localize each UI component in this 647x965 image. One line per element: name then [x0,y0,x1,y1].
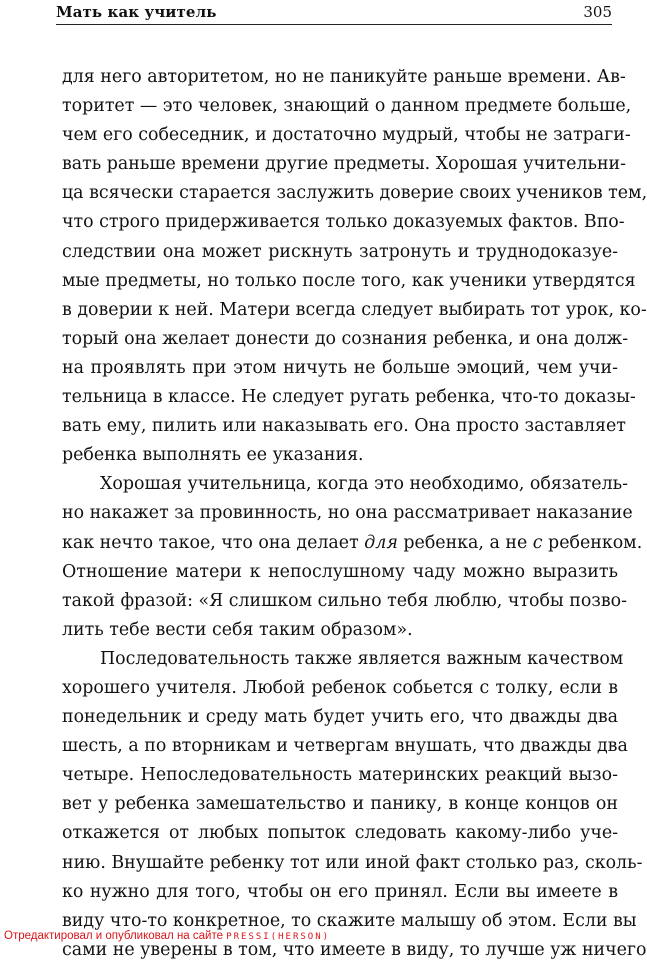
text-segment: ребенка, а не [397,532,533,553]
text-line: для него авторитетом, но не паникуйте раньше времени. Ав- [62,67,626,87]
running-title: Мать как учитель [56,3,217,21]
text-line: торитет — это человек, знающий о данном предмете больше, [62,96,632,117]
emphasis-word: с [532,532,543,553]
text-line: вет у ребенка замешательство и панику, в конце концов он [62,794,618,815]
footer-credit [4,930,330,942]
body-text [62,63,647,965]
site-name: PRESSI(HERSON) [226,932,331,942]
text-line: в доверии к ней. Матери всегда следует выбирать тот урок, ко- [62,299,647,320]
text-line: вать раньше времени другие предметы. Хорошая учительни- [62,154,627,175]
text-line: ца всячески старается заслужить доверие своих учеников тем, [62,183,647,204]
text-line: ребенка выполнять ее указания. [62,445,364,466]
text-line: на проявлять при этом ничуть не больше эмоций, чем учи- [62,357,618,378]
page-number: 305 [583,3,612,21]
text-line: чем его собеседник, и достаточно мудрый, чтобы не затраги- [62,125,631,146]
text-line-with-emphasis [62,529,643,558]
text-line: Хорошая учительница, когда это необходимо, обязатель- [100,474,628,495]
text-line: откажется от любых попыток следовать какому-либо уче- [62,823,618,844]
running-header [56,2,612,25]
text-line: понедельник и среду мать будет учить его, что дважды два [62,707,618,728]
text-line: четыре. Непоследовательность материнских реакций вызо- [62,765,618,786]
text-line: такой фразой: «Я слишком сильно тебя люблю, чтобы позво- [62,590,627,611]
text-line: Последовательность также является важным качеством [100,648,624,669]
text-segment: ребенком. [542,532,643,553]
text-line: тельница в классе. Не следует ругать ребенка, что-то доказы- [62,387,636,408]
text-line: лить тебе вести себя таким образом». [62,619,413,640]
text-line: шесть, а по вторникам и четвергам внушать, что дважды два [62,736,628,757]
text-line: вать ему, пилить или наказывать его. Она просто заставляет [62,416,626,437]
text-line: мые предметы, но только после того, как ученики утвердятся [62,270,636,291]
text-line: следствии она может рискнуть затронуть и труднодоказуе- [62,241,618,262]
text-line: что строго придерживается только доказуемых фактов. Впо- [62,212,625,233]
text-line: ко нужно для того, чтобы он его принял. Если вы имеете в [62,881,618,902]
text-line: хорошего учителя. Любой ребенок собьется с толку, если в [62,677,618,698]
paragraph-1 [62,63,647,470]
text-line: виду что-то конкретное, то скажите малышу об этом. Если вы [62,910,637,931]
emphasis-word: для [364,532,398,553]
text-line: но накажет за провинность, но она рассматривает наказание [62,503,633,524]
credit-text: Отредактировал и опубликовал на сайте [4,930,223,942]
text-line: Отношение матери к непослушному чаду можно выразить [62,561,618,582]
text-line: нию. Внушайте ребенку тот или иной факт столько раз, сколь- [62,852,643,873]
text-line: сами не уверены в том, что имеете в виду, то лучше уж ничего [62,939,647,960]
text-segment: как нечто такое, что она делает [62,532,365,553]
paragraph-2 [62,470,643,645]
text-line: торый она желает донести до сознания ребенка, и она долж- [62,328,629,349]
paragraph-3 [62,645,647,965]
